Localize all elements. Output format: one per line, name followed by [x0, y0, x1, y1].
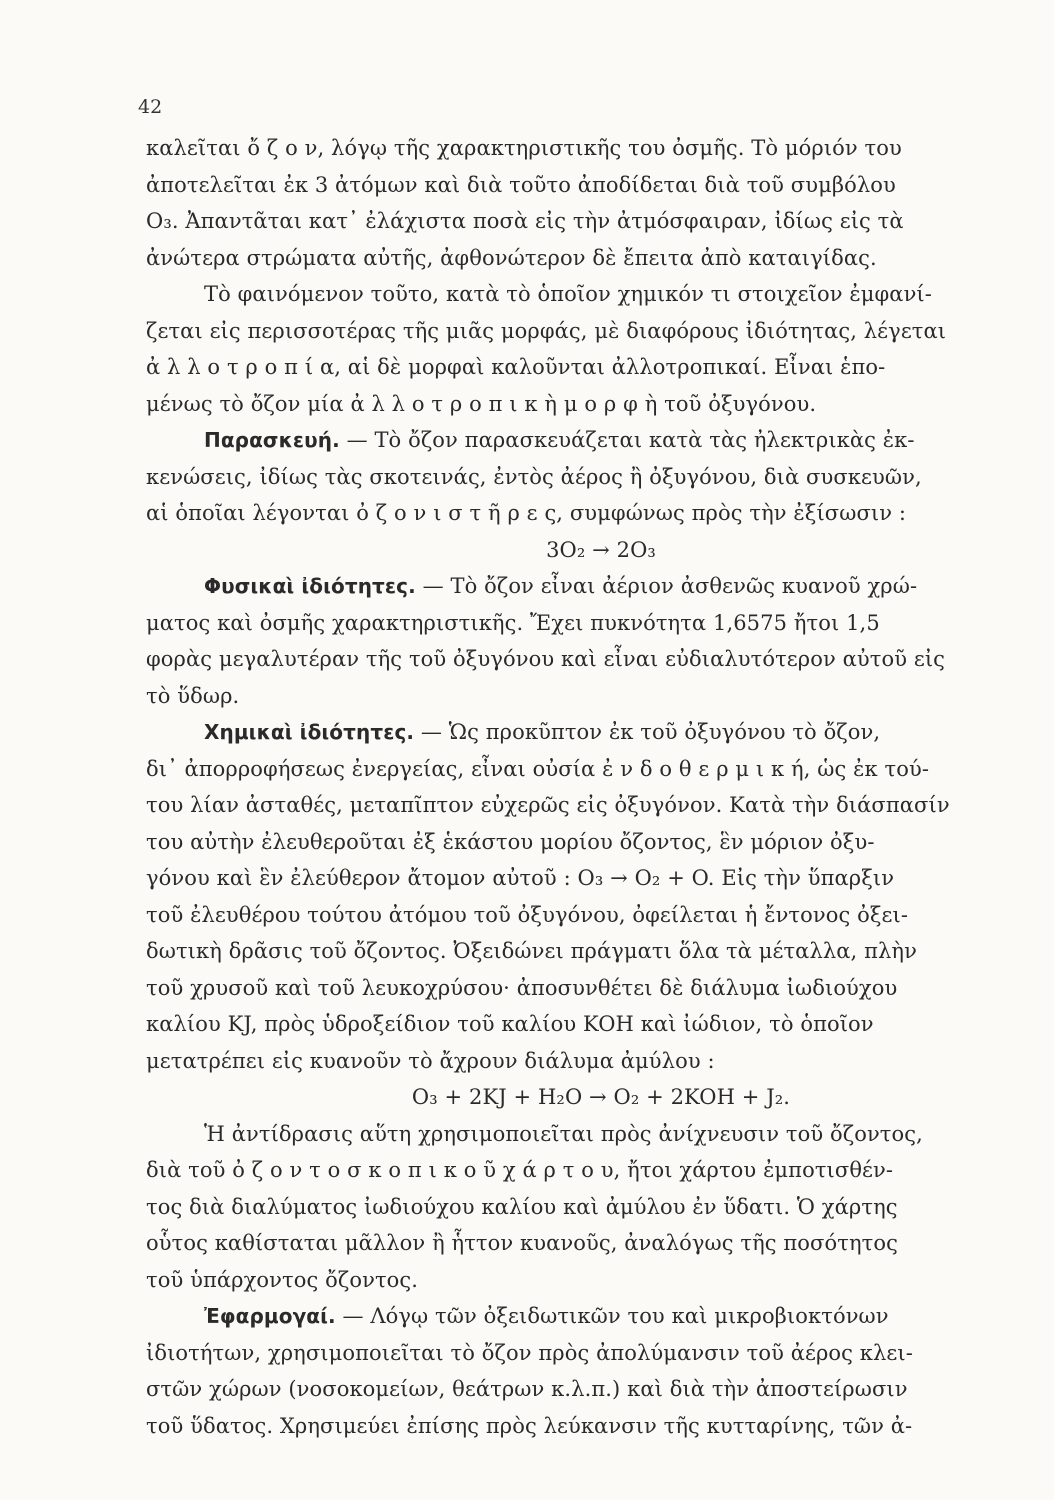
- text-line: τοῦ ὑπάρχοντος ὄζοντος.: [146, 1267, 419, 1292]
- section-heading-chemical-properties: Χημικαὶ ἰδιότητες. — Ὡς προκῦπτον ἐκ τοῦ ὀξυγόνου τὸ ὄζον,: [204, 720, 881, 744]
- text-line: τος διὰ διαλύματος ἰωδιούχου καλίου καὶ ἀμύλου ἐν ὕδατι. Ὁ χάρτης: [146, 1194, 898, 1219]
- text-line: μετατρέπει εἰς κυανοῦν τὸ ἄχρουν διάλυμα ἀμύλου :: [146, 1048, 715, 1073]
- section-heading-applications: Ἐφαρμογαί. — Λόγῳ τῶν ὀξειδωτικῶν του καὶ μικροβιοκτόνων: [204, 1304, 889, 1328]
- text-line: τοῦ ὕδατος. Χρησιμεύει ἐπίσης πρὸς λεύκανσιν τῆς κυτταρίνης, τῶν ἀ-: [146, 1413, 913, 1438]
- text-line: ἀποτελεῖται ἐκ 3 ἀτόμων καὶ διὰ τοῦτο ἀποδίδεται διὰ τοῦ συμβόλου: [146, 172, 896, 197]
- text-line: γόνου καὶ ἓν ἐλεύθερον ἄτομον αὐτοῦ : O₃ → O₂ + O. Εἰς τὴν ὕπαρξιν: [146, 866, 895, 890]
- section-heading-label: Παρασκευή.: [204, 428, 340, 452]
- text-line: φορὰς μεγαλυτέραν τῆς τοῦ ὀξυγόνου καὶ εἶναι εὐδιαλυτότερον αὐτοῦ εἰς: [146, 647, 946, 671]
- text-line: δωτικὴ δρᾶσις τοῦ ὄζοντος. Ὀξειδώνει πράγματι ὅλα τὰ μέταλλα, πλὴν: [146, 939, 917, 963]
- section-heading-label: Ἐφαρμογαί.: [204, 1304, 336, 1328]
- paragraph-start-line: Τὸ φαινόμενον τοῦτο, κατὰ τὸ ὁποῖον χημικόν τι στοιχεῖον ἐμφανί-: [204, 282, 932, 306]
- text-line: αἱ ὁποῖαι λέγονται ὀ ζ ο ν ι σ τ ῆ ρ ε ς, συμφώνως πρὸς τὴν ἐξίσωσιν :: [146, 501, 907, 525]
- text-line: διὰ τοῦ ὀ ζ ο ν τ ο σ κ ο π ι κ ο ῦ χ ά ρ τ ο υ, ἤτοι χάρτου ἐμποτισθέν-: [146, 1158, 894, 1182]
- page-number: 42: [138, 96, 163, 118]
- text-line: τὸ ὕδωρ.: [146, 683, 240, 708]
- text-line: ἰδιοτήτων, χρησιμοποιεῖται τὸ ὄζον πρὸς ἀπολύμανσιν τοῦ ἀέρος κλει-: [146, 1340, 913, 1365]
- text-line: του αὐτὴν ἐλευθεροῦται ἐξ ἑκάστου μορίου ὄζοντος, ἓν μόριον ὀξυ-: [146, 829, 875, 854]
- text-line: τοῦ χρυσοῦ καὶ τοῦ λευκοχρύσου· ἀποσυνθέτει δὲ διάλυμα ἰωδιούχου: [146, 975, 898, 1000]
- section-heading-label: Χημικαὶ ἰδιότητες.: [204, 720, 415, 744]
- section-heading-label: Φυσικαὶ ἰδιότητες.: [204, 574, 416, 598]
- text-line: στῶν χώρων (νοσοκομείων, θεάτρων κ.λ.π.) καὶ διὰ τὴν ἀποστείρωσιν: [146, 1377, 908, 1401]
- text-line: τοῦ ἐλευθέρου τούτου ἀτόμου τοῦ ὀξυγόνου, ὀφείλεται ἡ ἔντονος ὀξει-: [146, 902, 909, 927]
- text-line: μένως τὸ ὄζον μία ἀ λ λ ο τ ρ ο π ι κ ὴ μ ο ρ φ ὴ τοῦ ὀξυγόνου.: [146, 391, 817, 416]
- paragraph-start-line: Ἡ ἀντίδρασις αὕτη χρησιμοποιεῖται πρὸς ἀνίχνευσιν τοῦ ὄζοντος,: [204, 1121, 923, 1146]
- body-text: [146, 130, 1016, 1444]
- text-line: δι᾽ ἀπορροφήσεως ἐνεργείας, εἶναι οὐσία ἐ ν δ ο θ ε ρ μ ι κ ή, ὡς ἐκ τού-: [146, 756, 930, 781]
- section-heading-physical-properties: Φυσικαὶ ἰδιότητες. — Τὸ ὄζον εἶναι ἀέριον ἀσθενῶς κυανοῦ χρώ-: [204, 574, 918, 598]
- text-line: καλίου KJ, πρὸς ὑδροξείδιον τοῦ καλίου KOH καὶ ἰώδιον, τὸ ὁποῖον: [146, 1012, 874, 1036]
- text-line: του λίαν ἀσταθές, μεταπῖπτον εὐχερῶς εἰς ὀξυγόνον. Κατὰ τὴν διάσπασίν: [146, 793, 950, 817]
- text-line: O₃. Ἀπαντᾶται κατ᾽ ἐλάχιστα ποσὰ εἰς τὴν ἀτμόσφαιραν, ἰδίως εἰς τὰ: [146, 209, 904, 233]
- equation-iodide-reaction: O₃ + 2KJ + H₂O → O₂ + 2KOH + J₂.: [411, 1085, 791, 1109]
- text-line: κενώσεις, ἰδίως τὰς σκοτεινάς, ἐντὸς ἀέρος ἢ ὀξυγόνου, διὰ συσκευῶν,: [146, 464, 922, 489]
- equation-ozone-formation: 3O₂ → 2O₃: [546, 537, 656, 562]
- text-line: ἀ λ λ ο τ ρ ο π ί α, αἱ δὲ μορφαὶ καλοῦνται ἀλλοτροπικαί. Εἶναι ἑπο-: [146, 355, 886, 379]
- text-line: οὗτος καθίσταται μᾶλλον ἢ ἧττον κυανοῦς, ἀναλόγως τῆς ποσότητος: [146, 1231, 898, 1255]
- section-heading-preparation: Παρασκευή. — Τὸ ὄζον παρασκευάζεται κατὰ τὰς ἠλεκτρικὰς ἐκ-: [204, 428, 915, 452]
- text-line: ἀνώτερα στρώματα αὐτῆς, ἀφθονώτερον δὲ ἔπειτα ἀπὸ καταιγίδας.: [146, 245, 877, 270]
- text-line: καλεῖται ὄ ζ ο ν, λόγῳ τῆς χαρακτηριστικῆς του ὀσμῆς. Τὸ μόριόν του: [146, 136, 902, 160]
- text-line: ζεται εἰς περισσοτέρας τῆς μιᾶς μορφάς, μὲ διαφόρους ἰδιότητας, λέγεται: [146, 318, 947, 343]
- text-line: ματος καὶ ὀσμῆς χαρακτηριστικῆς. Ἔχει πυκνότητα 1,6575 ἤτοι 1,5: [146, 610, 880, 635]
